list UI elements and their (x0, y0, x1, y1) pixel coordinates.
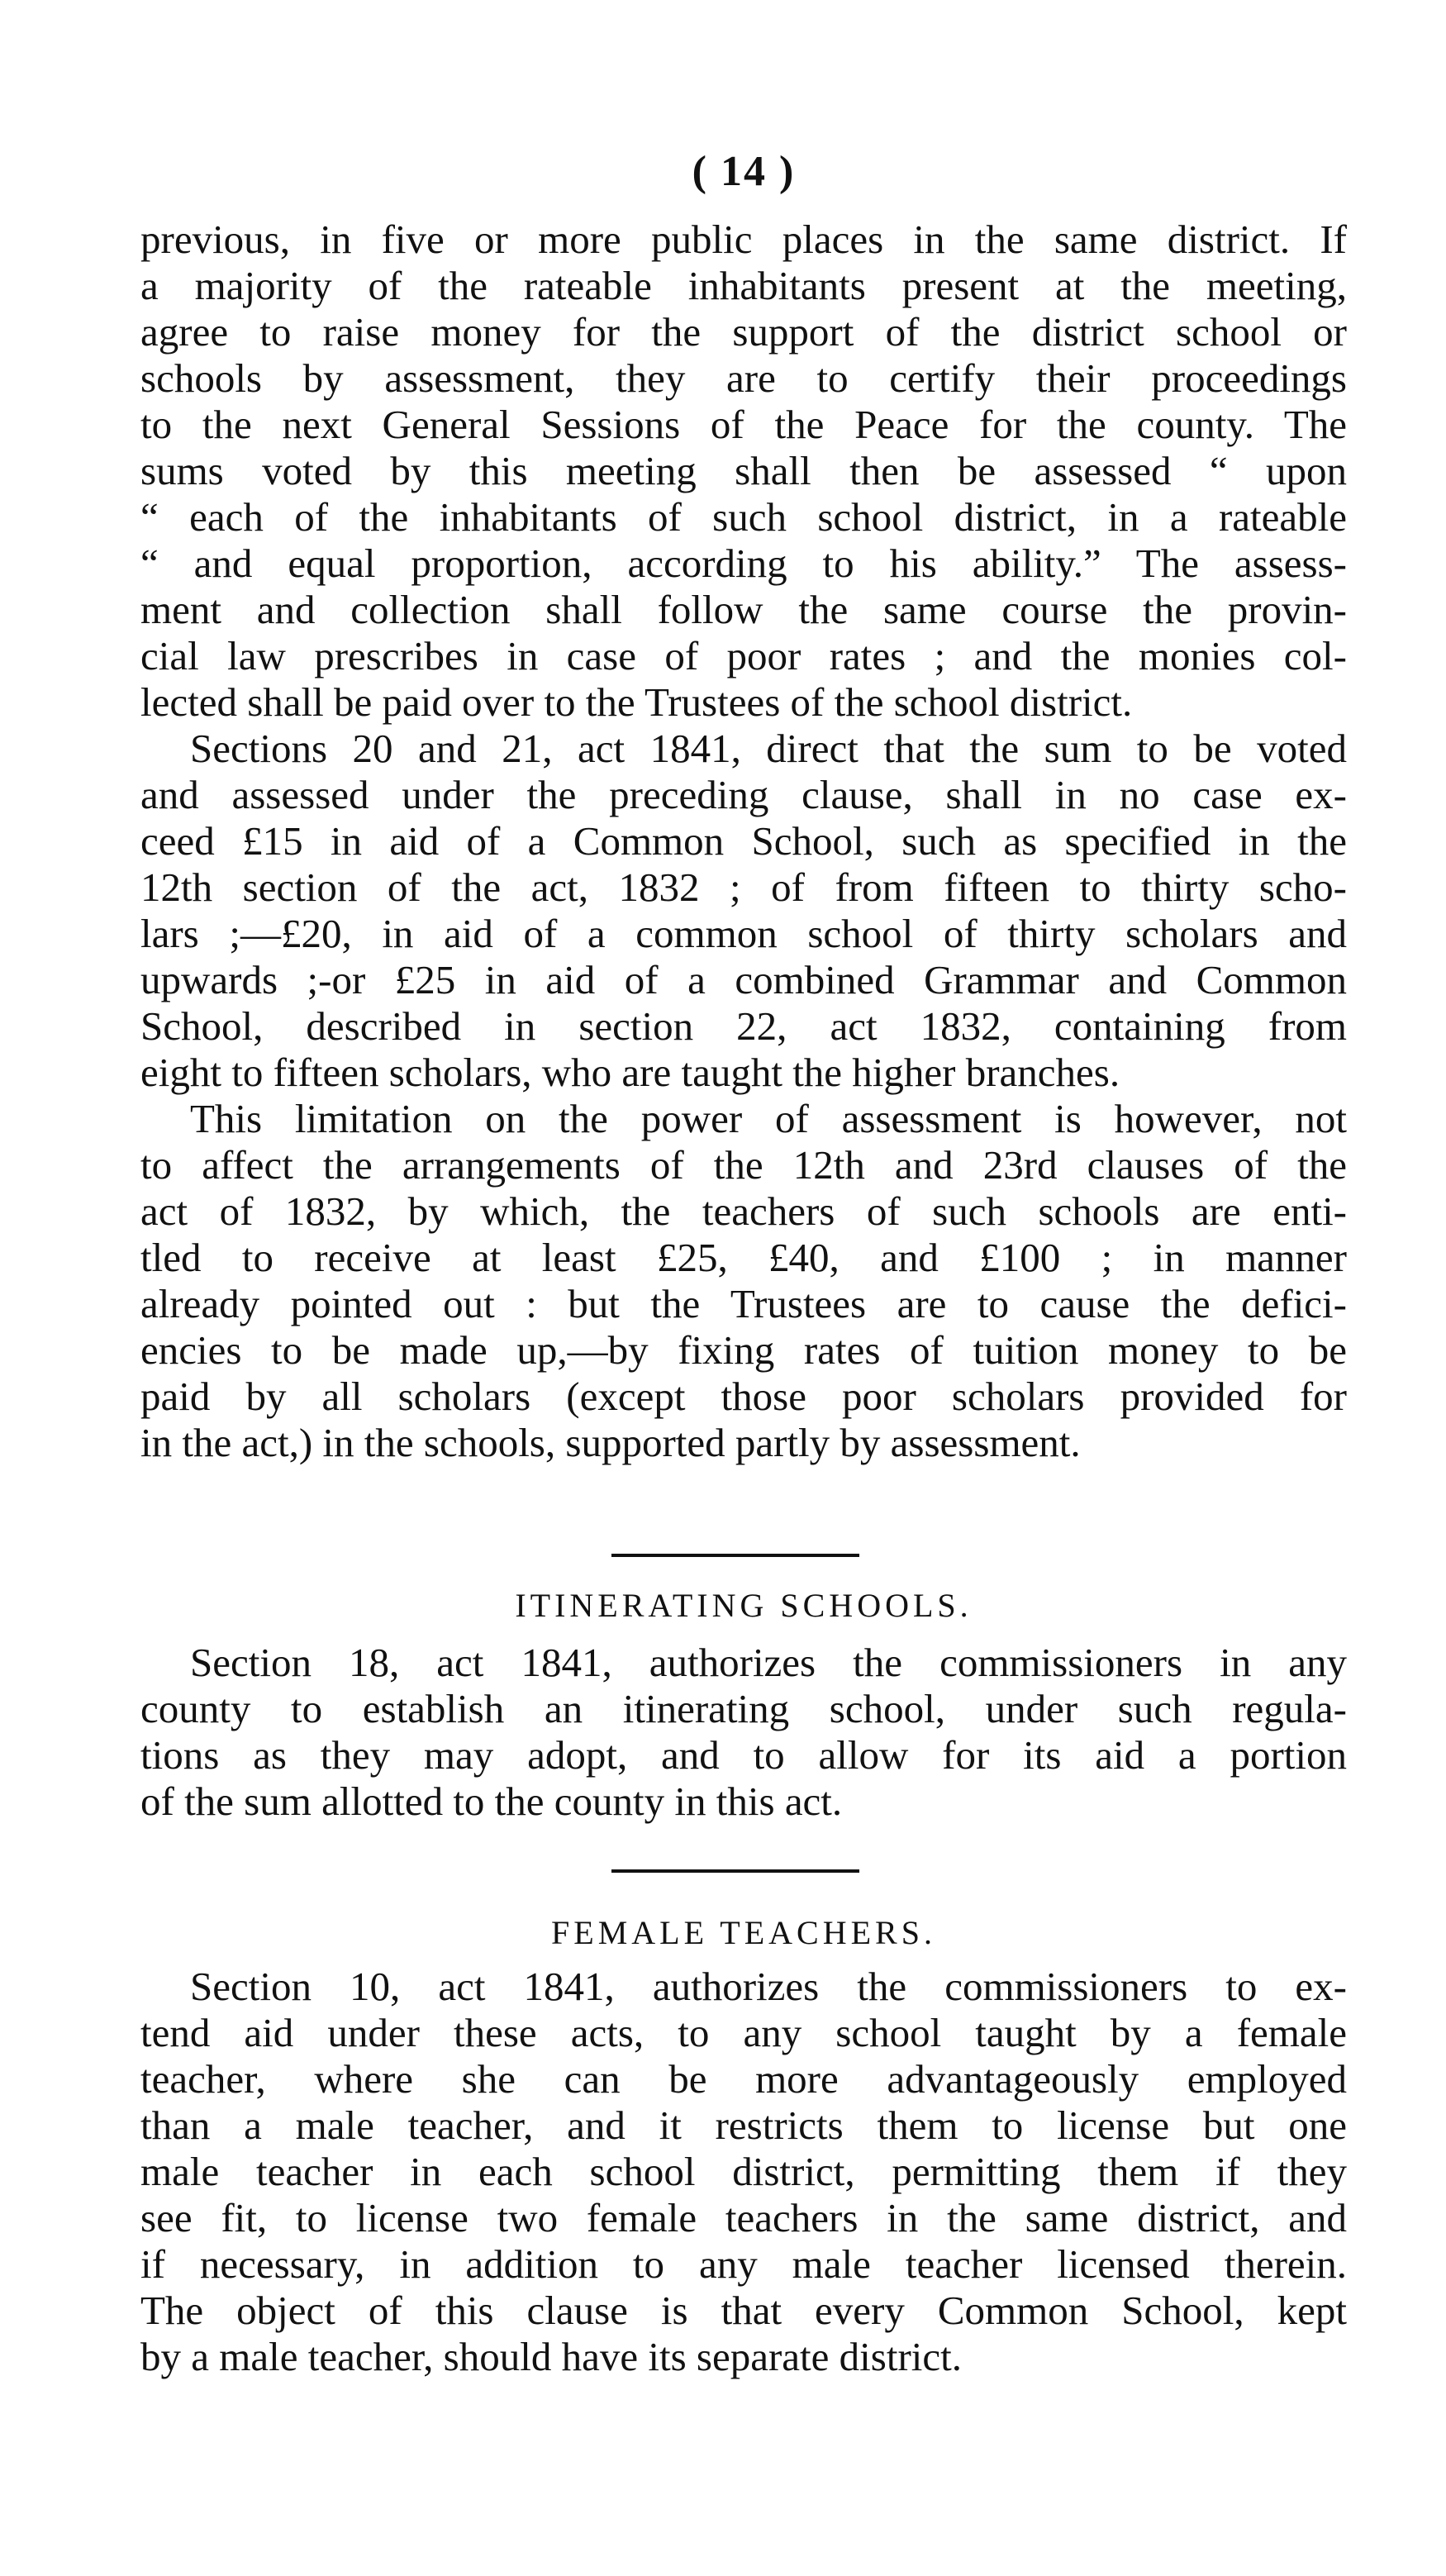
text-line: paid by all scholars (except those poor scholars provided for (140, 1374, 1347, 1419)
paragraph-sections-20-21 (140, 726, 1347, 1096)
text-line: to affect the arrangements of the 12th and 23rd clauses of the (140, 1142, 1347, 1188)
text-line: tions as they may adopt, and to allow for its aid a portion (140, 1732, 1347, 1778)
text-line: lected shall be paid over to the Trustees of the school district. (140, 679, 1133, 725)
text-line: encies to be made up,—by fixing rates of tuition money to be (140, 1327, 1347, 1373)
text-line: teacher, where she can be more advantageously employed (140, 2056, 1347, 2102)
section-divider (611, 1869, 859, 1873)
text-line: ment and collection shall follow the same course the provin- (140, 587, 1347, 632)
text-line: The object of this clause is that every Common School, kept (140, 2288, 1347, 2333)
text-line: to the next General Sessions of the Peace for the county. The (140, 402, 1347, 447)
text-line: in the act,) in the schools, supported partly by assessment. (140, 1420, 1081, 1465)
text-line: see fit, to license two female teachers in the same district, and (140, 2195, 1347, 2240)
text-line: and assessed under the preceding clause, shall in no case ex- (140, 772, 1347, 817)
text-line: act of 1832, by which, the teachers of such schools are enti- (140, 1188, 1347, 1234)
text-line: tend aid under these acts, to any school taught by a female (140, 2010, 1347, 2055)
text-line: than a male teacher, and it restricts them to license but one (140, 2102, 1347, 2148)
text-line: if necessary, in addition to any male teacher licensed therein. (140, 2241, 1347, 2287)
paragraph-female-teachers (140, 1964, 1347, 2380)
text-line: cial law prescribes in case of poor rates ; and the monies col- (140, 633, 1347, 679)
paragraph-limitation (140, 1096, 1347, 1466)
section-divider (611, 1554, 859, 1557)
text-line: previous, in five or more public places in the same district. If (140, 217, 1347, 262)
text-line: sums voted by this meeting shall then be assessed “ upon (140, 448, 1347, 493)
text-line: This limitation on the power of assessment is however, not (190, 1096, 1347, 1141)
section-heading-female-teachers: FEMALE TEACHERS. (551, 1914, 936, 1951)
text-line: ceed £15 in aid of a Common School, such as specified in the (140, 818, 1347, 864)
text-line: male teacher in each school district, permitting them if they (140, 2149, 1347, 2194)
text-line: Sections 20 and 21, act 1841, direct that the sum to be voted (190, 726, 1347, 771)
text-line: lars ;—£20, in aid of a common school of thirty scholars and (140, 911, 1347, 956)
text-line: a majority of the rateable inhabitants present at the meeting, (140, 263, 1347, 308)
text-line: by a male teacher, should have its separate district. (140, 2334, 962, 2379)
section-heading-itinerating: ITINERATING SCHOOLS. (515, 1587, 973, 1624)
paragraph-continuation (140, 217, 1347, 726)
text-line: county to establish an itinerating school, under such regula- (140, 1686, 1347, 1731)
text-line: “ each of the inhabitants of such school district, in a rateable (140, 494, 1347, 540)
text-line: agree to raise money for the support of the district school or (140, 309, 1347, 355)
text-line: Section 18, act 1841, authorizes the commissioners in any (190, 1640, 1347, 1685)
text-line: Section 10, act 1841, authorizes the commissioners to ex- (190, 1964, 1347, 2009)
text-line: School, described in section 22, act 1832, containing from (140, 1003, 1347, 1049)
text-line: already pointed out : but the Trustees are to cause the defici- (140, 1281, 1347, 1326)
text-line: schools by assessment, they are to certify their proceedings (140, 355, 1347, 401)
paragraph-itinerating (140, 1640, 1347, 1825)
text-line: eight to fifteen scholars, who are taught the higher branches. (140, 1050, 1120, 1095)
text-line: tled to receive at least £25, £40, and £100 ; in manner (140, 1235, 1347, 1280)
text-line: “ and equal proportion, according to his ability.” The assess- (140, 540, 1347, 586)
page-number: ( 14 ) (692, 148, 796, 195)
text-line: upwards ;-or £25 in aid of a combined Grammar and Common (140, 957, 1347, 1002)
text-line: 12th section of the act, 1832 ; of from fifteen to thirty scho- (140, 864, 1347, 910)
text-line: of the sum allotted to the county in this act. (140, 1778, 843, 1824)
